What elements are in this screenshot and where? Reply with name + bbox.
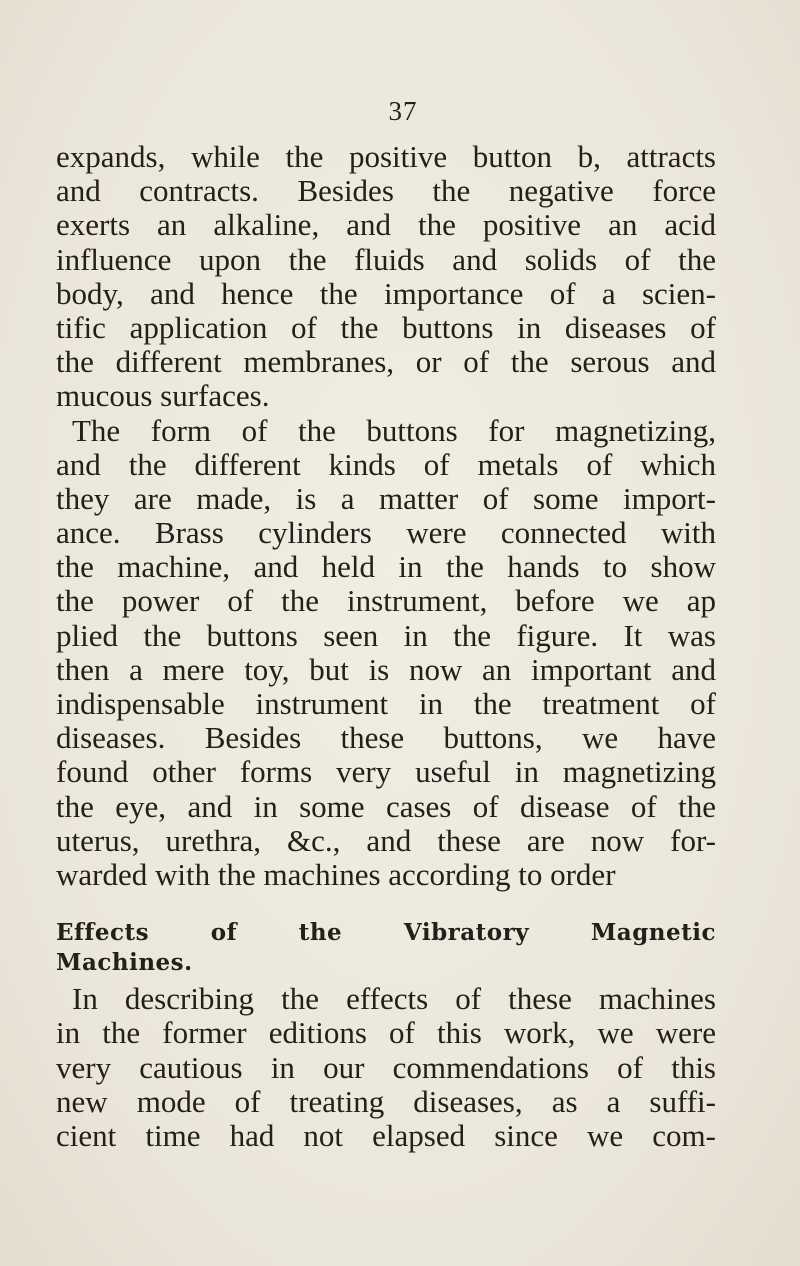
text-line: ance. Brass cylinders were connected with [56, 515, 716, 551]
text-line: the power of the instrument, before we ap [56, 583, 716, 619]
text-line: The form of the buttons for magnetizing, [72, 412, 716, 448]
text-line: in the former editions of this work, we were [56, 1015, 716, 1051]
text-line: they are made, is a matter of some import- [56, 480, 716, 516]
section-heading [56, 918, 716, 982]
text-line: found other forms very useful in magnetizing [56, 754, 716, 790]
text-line: then a mere toy, but is now an important and [56, 651, 716, 687]
text-line: exerts an alkaline, and the positive an acid [56, 207, 716, 243]
text-line: warded with the machines according to order [56, 856, 616, 892]
text-line: In describing the effects of these machines [72, 981, 716, 1017]
text-line: new mode of treating diseases, as a suffi- [56, 1083, 716, 1119]
text-line: very cautious in our commendations of this [56, 1049, 716, 1085]
text-line: tific application of the buttons in diseases of [56, 309, 716, 345]
text-line: cient time had not elapsed since we com- [56, 1117, 716, 1153]
paragraph [56, 414, 716, 893]
text-line: plied the buttons seen in the figure. It was [56, 617, 716, 653]
page-number: 37 [388, 96, 418, 126]
section-heading-line: Effects of the Vibratory Magnetic [56, 919, 716, 947]
text-line: uterus, urethra, &c., and these are now for- [56, 822, 716, 858]
paragraph [56, 140, 716, 414]
paragraph [56, 982, 716, 1153]
text-line: expands, while the positive button b, attracts [56, 139, 716, 174]
text-line: the different membranes, or of the serous and [56, 344, 716, 380]
text-line: and contracts. Besides the negative force [56, 173, 716, 209]
text-line: body, and hence the importance of a scien- [56, 275, 716, 311]
text-line: and the different kinds of metals of which [56, 446, 716, 482]
section-heading-line: Machines. [56, 949, 193, 977]
page-body [56, 140, 716, 1153]
text-line: mucous surfaces. [56, 378, 270, 414]
text-line: indispensable instrument in the treatment of [56, 686, 716, 721]
text-line: the machine, and held in the hands to show [56, 549, 716, 585]
text-line: the eye, and in some cases of disease of the [56, 788, 716, 824]
text-line: influence upon the fluids and solids of the [56, 241, 716, 277]
text-line: diseases. Besides these buttons, we have [56, 720, 716, 756]
